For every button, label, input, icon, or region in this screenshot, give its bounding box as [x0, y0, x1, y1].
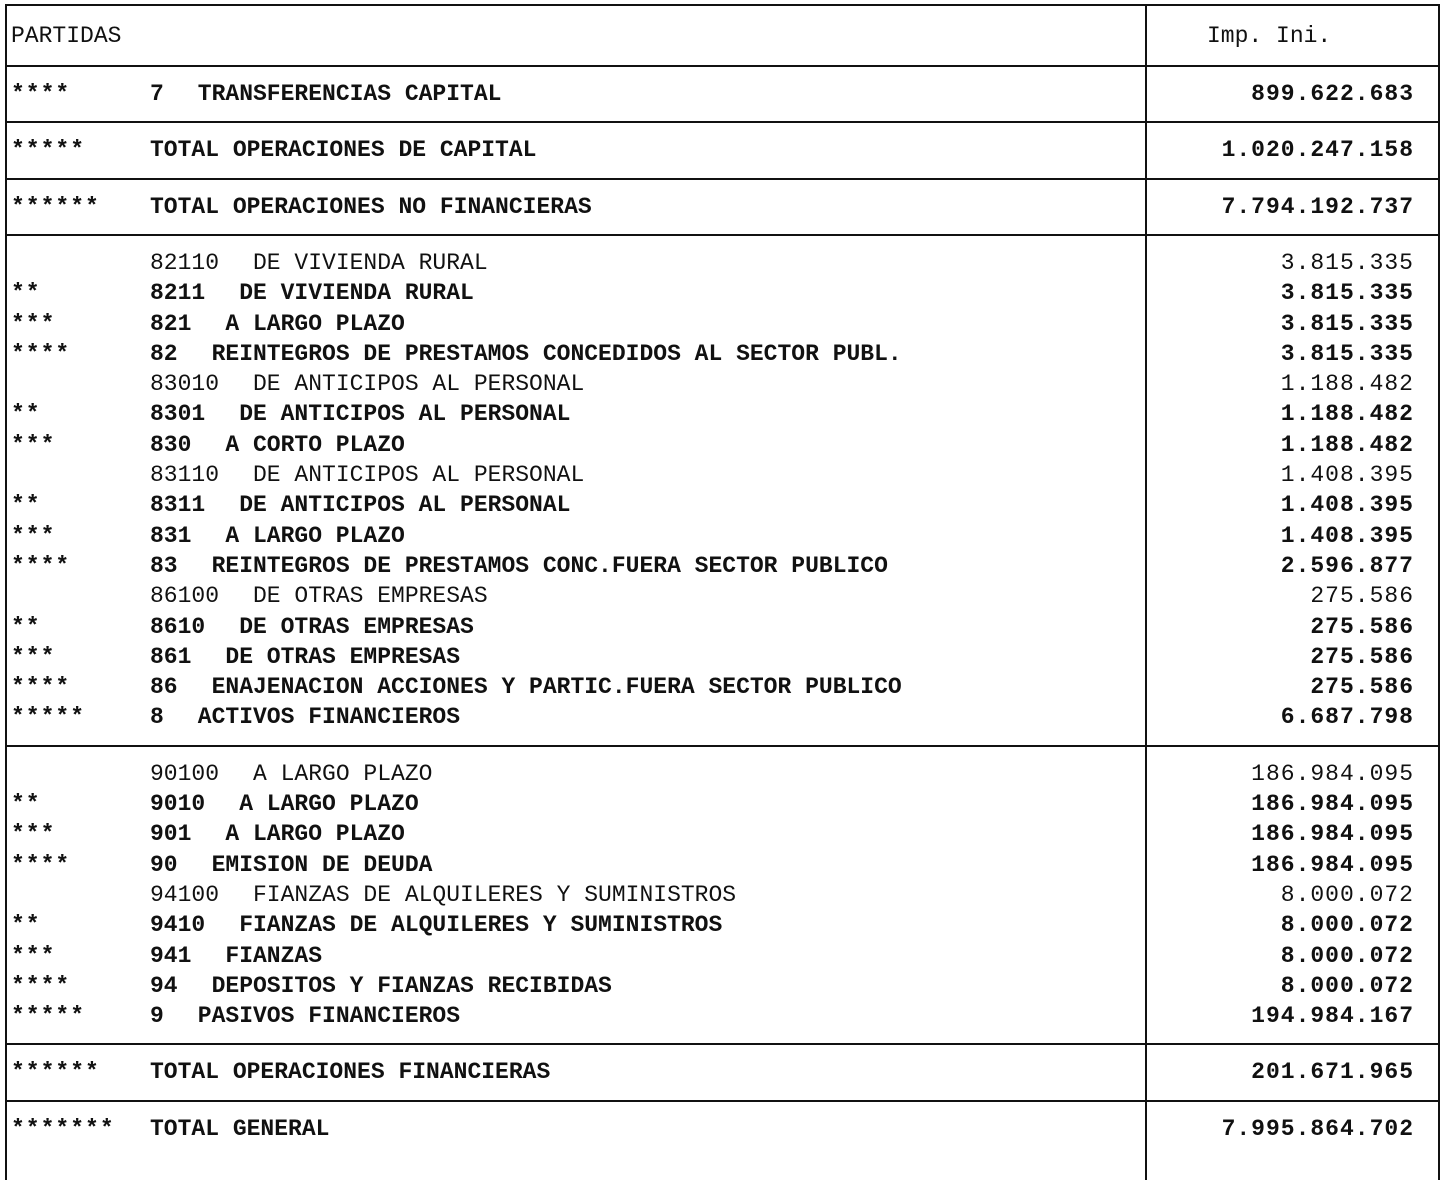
partida-code: 83110: [150, 462, 220, 488]
amount: 899.622.683: [1251, 81, 1414, 107]
partida-description: A LARGO PLAZO: [225, 310, 405, 337]
level-stars: ****: [11, 851, 71, 878]
partida-description: A LARGO PLAZO: [225, 821, 405, 848]
header-divider: [7, 65, 1438, 67]
partida-code: 830: [150, 431, 192, 458]
amount: 7.794.192.737: [1221, 193, 1414, 220]
table-row: [7, 819, 1438, 849]
table-header: [7, 21, 1438, 51]
amount: 1.408.395: [1280, 492, 1414, 519]
table-row: [7, 278, 1438, 308]
level-stars: ***: [11, 310, 56, 337]
section-divider: [7, 1100, 1438, 1102]
partida-description: A LARGO PLAZO: [239, 791, 419, 817]
partida-description: DE OTRAS EMPRESAS: [239, 613, 474, 640]
table-row: [7, 521, 1438, 551]
partida-description: DE OTRAS EMPRESAS: [253, 583, 488, 610]
amount: 275.586: [1310, 643, 1414, 670]
table-row: [7, 1114, 1438, 1144]
importe-header: Imp. Ini.: [1207, 23, 1332, 49]
partida-description: A CORTO PLAZO: [225, 431, 405, 458]
amount: 275.586: [1310, 674, 1414, 701]
level-stars: **: [11, 791, 41, 817]
partida-description: REINTEGROS DE PRESTAMOS CONCEDIDOS AL SECTOR PUBL.: [211, 340, 902, 367]
amount: 194.984.167: [1251, 1003, 1414, 1030]
table-row: [7, 309, 1438, 339]
amount: 8.000.072: [1280, 942, 1414, 969]
table-row: [7, 672, 1438, 702]
section-divider: [7, 178, 1438, 180]
partida-code: 7: [150, 81, 164, 107]
section-divider: [7, 234, 1438, 236]
partida-description: DE ANTICIPOS AL PERSONAL: [253, 371, 585, 398]
partida-code: 8311: [150, 492, 206, 519]
amount: 186.984.095: [1251, 760, 1414, 787]
partidas-header: PARTIDAS: [11, 23, 122, 49]
table-row: [7, 1001, 1438, 1031]
partida-code: 9: [150, 1003, 164, 1030]
partida-description: FIANZAS DE ALQUILERES Y SUMINISTROS: [239, 912, 723, 939]
partida-description: FIANZAS: [225, 942, 323, 969]
level-stars: **: [11, 401, 41, 428]
amount: 3.815.335: [1280, 280, 1414, 307]
table-row: [7, 369, 1438, 399]
partida-description: DE OTRAS EMPRESAS: [225, 643, 461, 670]
table-row: [7, 135, 1438, 165]
partida-description: DE ANTICIPOS AL PERSONAL: [253, 462, 585, 488]
level-stars: **: [11, 613, 41, 640]
partida-code: 90100: [150, 760, 220, 787]
partida-code: 90: [150, 851, 178, 878]
table-row: [7, 551, 1438, 581]
partida-description: DEPOSITOS Y FIANZAS RECIBIDAS: [211, 972, 612, 999]
level-stars: ****: [11, 340, 71, 367]
amount: 3.815.335: [1280, 340, 1414, 367]
level-stars: *****: [11, 137, 86, 164]
amount: 201.671.965: [1251, 1059, 1414, 1086]
partida-description: TOTAL OPERACIONES FINANCIERAS: [150, 1059, 551, 1086]
level-stars: ******: [11, 193, 100, 220]
partida-description: DE ANTICIPOS AL PERSONAL: [239, 492, 571, 519]
partida-description: PASIVOS FINANCIEROS: [197, 1003, 461, 1030]
table-row: [7, 192, 1438, 222]
amount: 186.984.095: [1251, 791, 1414, 817]
table-row: [7, 460, 1438, 490]
amount: 275.586: [1310, 613, 1414, 640]
level-stars: ***: [11, 821, 56, 848]
partida-code: 901: [150, 821, 192, 848]
level-stars: ****: [11, 81, 71, 107]
level-stars: *******: [11, 1115, 115, 1142]
amount: 3.815.335: [1280, 249, 1414, 276]
section-divider: [7, 121, 1438, 123]
amount: 8.000.072: [1280, 972, 1414, 999]
level-stars: *****: [11, 1003, 86, 1030]
partida-code: 86100: [150, 583, 220, 610]
amount: 1.020.247.158: [1221, 137, 1414, 164]
amount: 8.000.072: [1280, 912, 1414, 939]
amount: 1.188.482: [1280, 431, 1414, 458]
section-divider: [7, 1043, 1438, 1045]
partida-description: TOTAL GENERAL: [150, 1115, 330, 1142]
partida-description: TOTAL OPERACIONES DE CAPITAL: [150, 137, 537, 164]
partida-code: 821: [150, 310, 192, 337]
level-stars: **: [11, 492, 41, 519]
amount: 1.188.482: [1280, 371, 1414, 398]
amount: 186.984.095: [1251, 821, 1414, 848]
table-row: [7, 430, 1438, 460]
table-row: [7, 399, 1438, 429]
level-stars: ****: [11, 552, 71, 579]
level-stars: ****: [11, 972, 71, 999]
partida-code: 9410: [150, 912, 206, 939]
table-row: [7, 941, 1438, 971]
amount: 1.188.482: [1280, 401, 1414, 428]
table-row: [7, 759, 1438, 789]
table-row: [7, 339, 1438, 369]
amount: 7.995.864.702: [1221, 1115, 1414, 1142]
section-divider: [7, 745, 1438, 747]
partida-code: 82110: [150, 249, 220, 276]
amount: 186.984.095: [1251, 851, 1414, 878]
level-stars: ******: [11, 1059, 100, 1086]
table-row: [7, 79, 1438, 109]
level-stars: *****: [11, 704, 86, 731]
level-stars: ****: [11, 674, 71, 701]
partida-description: TOTAL OPERACIONES NO FINANCIERAS: [150, 193, 592, 220]
amount: 8.000.072: [1280, 881, 1414, 908]
partida-description: ACTIVOS FINANCIEROS: [197, 704, 461, 731]
partida-code: 86: [150, 674, 178, 701]
partida-code: 83010: [150, 371, 220, 398]
budget-table: [5, 4, 1440, 1180]
table-row: [7, 971, 1438, 1001]
partida-description: FIANZAS DE ALQUILERES Y SUMINISTROS: [253, 881, 737, 908]
partida-description: DE ANTICIPOS AL PERSONAL: [239, 401, 571, 428]
partida-code: 861: [150, 643, 192, 670]
amount: 2.596.877: [1280, 552, 1414, 579]
table-row: [7, 789, 1438, 819]
table-row: [7, 642, 1438, 672]
amount: 1.408.395: [1280, 522, 1414, 549]
amount: 6.687.798: [1280, 704, 1414, 731]
partida-code: 941: [150, 942, 192, 969]
table-row: [7, 248, 1438, 278]
table-row: [7, 850, 1438, 880]
partida-description: DE VIVIENDA RURAL: [239, 280, 474, 307]
table-row: [7, 581, 1438, 611]
partida-description: A LARGO PLAZO: [225, 522, 405, 549]
partida-description: ENAJENACION ACCIONES Y PARTIC.FUERA SECTOR PUBLICO: [211, 674, 902, 701]
table-row: [7, 612, 1438, 642]
partida-code: 831: [150, 522, 192, 549]
amount: 3.815.335: [1280, 310, 1414, 337]
partida-code: 82: [150, 340, 178, 367]
table-row: [7, 1057, 1438, 1087]
partida-code: 9010: [150, 791, 206, 817]
partida-code: 8610: [150, 613, 206, 640]
partida-code: 83: [150, 552, 178, 579]
table-row: [7, 490, 1438, 520]
level-stars: ***: [11, 431, 56, 458]
partida-code: 8: [150, 704, 164, 731]
table-row: [7, 910, 1438, 940]
amount: 275.586: [1310, 583, 1414, 610]
partida-code: 8301: [150, 401, 206, 428]
level-stars: **: [11, 912, 41, 939]
partida-code: 8211: [150, 280, 206, 307]
partida-description: REINTEGROS DE PRESTAMOS CONC.FUERA SECTOR PUBLICO: [211, 552, 888, 579]
table-row: [7, 880, 1438, 910]
level-stars: ***: [11, 643, 56, 670]
level-stars: ***: [11, 942, 56, 969]
partida-description: EMISION DE DEUDA: [211, 851, 433, 878]
partida-code: 94: [150, 972, 178, 999]
table-row: [7, 702, 1438, 732]
partida-code: 94100: [150, 881, 220, 908]
level-stars: ***: [11, 522, 56, 549]
partida-description: TRANSFERENCIAS CAPITAL: [197, 81, 502, 107]
amount: 1.408.395: [1280, 462, 1414, 488]
partida-description: DE VIVIENDA RURAL: [253, 249, 488, 276]
partida-description: A LARGO PLAZO: [253, 760, 433, 787]
level-stars: **: [11, 280, 41, 307]
